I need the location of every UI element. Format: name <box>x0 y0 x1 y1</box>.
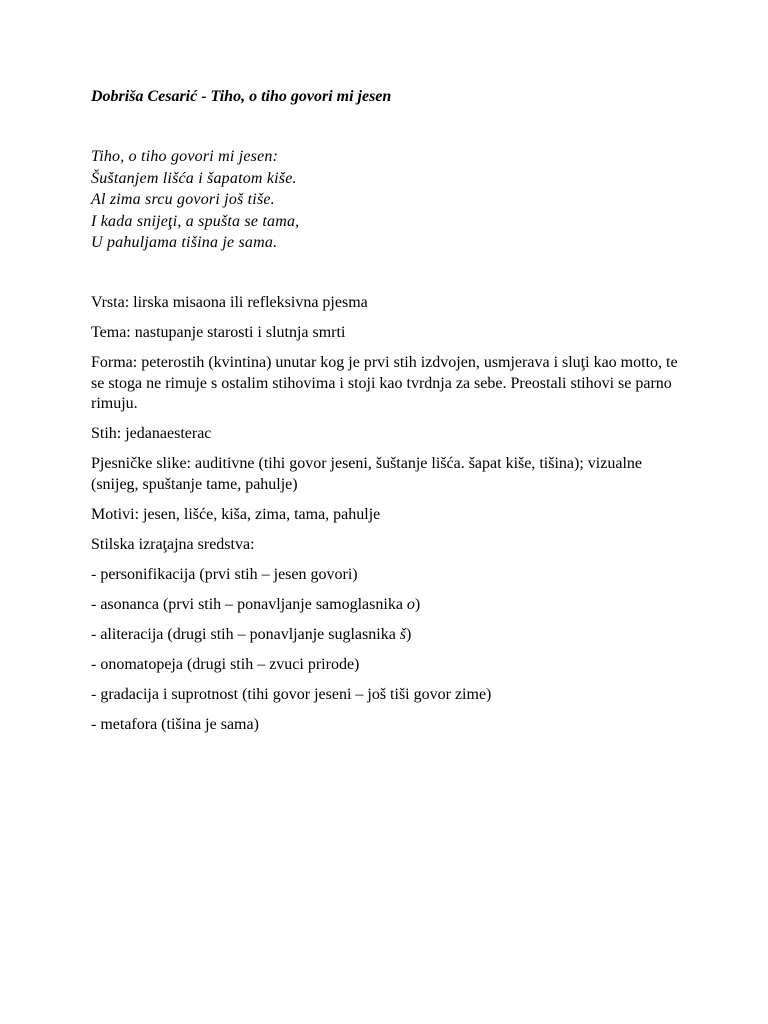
forma-paragraph: Forma: peterostih (kvintina) unutar kog je prvi stih izdvojen, usmjerava i sluţi kao motto, te se stoga ne rimuje s ostalim stihovima i stoji kao tvrdnja za sebe. Preostali stihovi se parno rimuju. <box>91 354 678 412</box>
document-title: Dobriša Cesarić - Tiho, o tiho govori mi jesen <box>91 88 392 105</box>
poem-line: Al zima srcu govori još tiše. <box>91 191 275 208</box>
motivi-paragraph: Motivi: jesen, lišće, kiša, zima, tama, pahulje <box>91 505 381 523</box>
poem-stanza <box>91 146 299 254</box>
device-aliteracija-close: ) <box>406 625 412 643</box>
device-onomatopeja: - onomatopeja (drugi stih – zvuci prirode) <box>91 655 360 673</box>
device-aliteracija-letter: š <box>399 625 407 643</box>
device-metafora: - metafora (tišina je sama) <box>91 715 259 733</box>
pjesnicke-slike-paragraph: Pjesničke slike: auditivne (tihi govor jeseni, šuštanje lišća. šapat kiše, tišina); vizualne (snijeg, spuštanje tame, pahulje) <box>91 455 642 493</box>
device-aliteracija-text: - aliteracija (drugi stih – ponavljanje suglasnika <box>91 625 400 643</box>
device-asonanca-letter: o <box>406 595 415 613</box>
device-personifikacija: - personifikacija (prvi stih – jesen govori) <box>91 565 358 583</box>
device-asonanca-close: ) <box>414 595 421 613</box>
poem-line: U pahuljama tišina je sama. <box>91 234 278 251</box>
device-asonanca <box>91 595 681 616</box>
stilska-heading: Stilska izraţajna sredstva: <box>91 535 255 553</box>
poem-line: I kada snijeţi, a spušta se tama, <box>91 212 300 230</box>
poem-line: Tiho, o tiho govori mi jesen: <box>91 148 279 165</box>
device-gradacija: - gradacija i suprotnost (tihi govor jeseni – još tiši govor zime) <box>91 685 492 703</box>
device-asonanca-text: - asonanca (prvi stih – ponavljanje samoglasnika <box>91 595 407 613</box>
tema-paragraph: Tema: nastupanje starosti i slutnja smrti <box>91 324 346 341</box>
vrsta-paragraph: Vrsta: lirska misaona ili refleksivna pjesma <box>91 294 368 311</box>
poem-analysis <box>91 293 681 745</box>
device-aliteracija <box>91 625 681 646</box>
poem-line: Šuštanjem lišća i šapatom kiše. <box>91 169 297 187</box>
stih-paragraph: Stih: jedanaesterac <box>91 425 212 442</box>
